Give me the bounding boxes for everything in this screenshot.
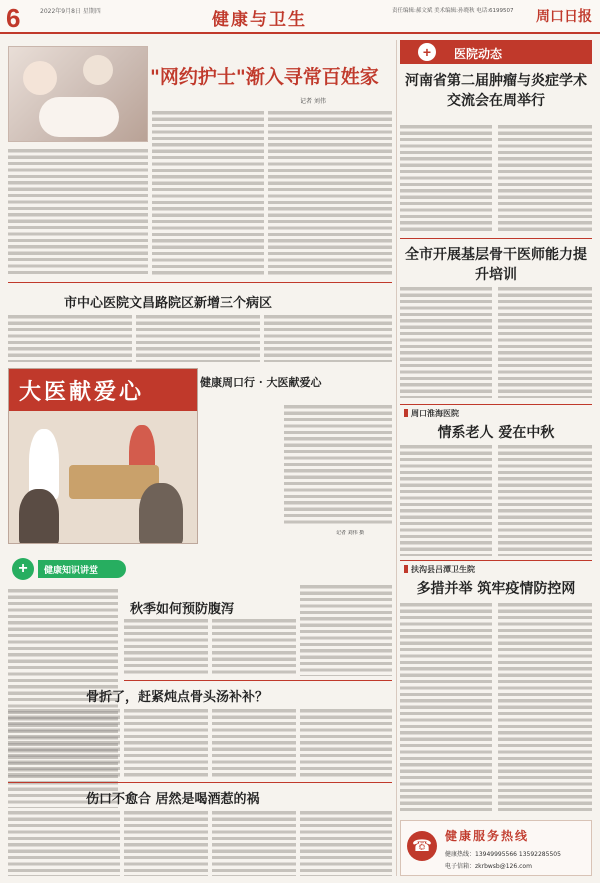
- plus-icon: +: [12, 558, 34, 580]
- health-hotline-box: [400, 820, 592, 876]
- huaihai-hospital-label: 周口淮海医院: [404, 408, 459, 419]
- wound-body-col4: [300, 810, 392, 876]
- charity-caption: [284, 404, 392, 526]
- divider: [8, 782, 392, 783]
- section-title: 健康与卫生: [212, 10, 307, 30]
- knowledge-section-header: [8, 556, 128, 582]
- issue-date: 2022年9月8日 星期四: [40, 8, 101, 15]
- masthead: [0, 0, 600, 34]
- charity-credit: 记者 刘伟 摄: [336, 530, 365, 536]
- tumor-body-col2: [498, 124, 592, 232]
- hotline-email: 电子信箱：zkrbwsb@126.com: [445, 863, 532, 870]
- wound-body-col2: [124, 810, 208, 876]
- training-body-col2: [498, 286, 592, 398]
- new-wards-body-col2: [136, 314, 260, 362]
- diarrhea-body-col4: [300, 584, 392, 676]
- new-wards-body-col1: [8, 314, 132, 362]
- hospital-news-header: [400, 40, 592, 64]
- story-title-wound: 伤口不愈合 居然是喝酒惹的祸: [86, 792, 260, 807]
- paper-logo: 周口日报: [536, 9, 592, 25]
- lead-byline: 记者 刘伟: [300, 98, 326, 105]
- knowledge-label: 健康知识讲堂: [38, 560, 126, 578]
- charity-photo: [8, 368, 198, 544]
- charity-photo-title: 健康周口行 · 大医献爱心: [200, 376, 322, 389]
- training-body-col1: [400, 286, 492, 398]
- column-divider: [396, 40, 397, 876]
- lvtan-clinic-label: 扶沟县吕潭卫生院: [404, 564, 475, 575]
- tumor-body-col1: [400, 124, 492, 232]
- divider: [8, 282, 392, 283]
- elderly-body-col1: [400, 444, 492, 556]
- epidemic-body-col2: [498, 602, 592, 814]
- lead-body-col3: [268, 110, 392, 276]
- new-wards-body-col3: [264, 314, 392, 362]
- hotline-title: 健康服务热线: [445, 829, 530, 843]
- divider: [124, 680, 392, 681]
- fracture-body-col1: [8, 708, 120, 778]
- lead-body-col2: [152, 110, 264, 276]
- story-title-diarrhea: 秋季如何预防腹泻: [130, 602, 235, 617]
- fracture-body-col3: [212, 708, 296, 778]
- plus-icon: +: [418, 43, 436, 61]
- story-title-elderly-care: 情系老人 爱在中秋: [437, 425, 555, 441]
- story-title-fracture: 骨折了，赶紧炖点骨头汤补补？: [86, 690, 269, 705]
- story-title-tumor-conference: 河南省第二届肿瘤与炎症学术交流会在周举行: [405, 73, 587, 109]
- story-title-doctor-training: 全市开展基层骨干医师能力提升培训: [405, 247, 587, 283]
- lead-body-col1: [8, 148, 148, 276]
- wound-body-col1: [8, 810, 120, 876]
- fracture-body-col2: [124, 708, 208, 778]
- page-number: 6: [6, 3, 21, 33]
- diarrhea-body-col3: [212, 618, 296, 676]
- diarrhea-body-col2: [124, 618, 208, 676]
- hospital-news-label: 医院动态: [454, 47, 503, 61]
- editors-line: 责任编辑:郝文斌 美术编辑:孙晓秋 电话:6199507: [392, 8, 514, 14]
- divider: [400, 404, 592, 405]
- phone-icon: ☎: [407, 831, 437, 861]
- elderly-body-col2: [498, 444, 592, 556]
- story-title-epidemic-control: 多措并举 筑牢疫情防控网: [416, 581, 576, 597]
- epidemic-body-col1: [400, 602, 492, 814]
- hotline-phone: 健康热线：13949995566 13592285505: [445, 851, 561, 858]
- wound-body-col3: [212, 810, 296, 876]
- charity-banner-text: 大医献爱心: [19, 379, 145, 405]
- fracture-body-col4: [300, 708, 392, 778]
- lead-photo: [8, 46, 148, 142]
- story-title-new-wards: 市中心医院文昌路院区新增三个病区: [64, 296, 273, 311]
- lead-title: "网约护士"渐入寻常百姓家: [150, 66, 379, 88]
- divider: [400, 238, 592, 239]
- divider: [400, 560, 592, 561]
